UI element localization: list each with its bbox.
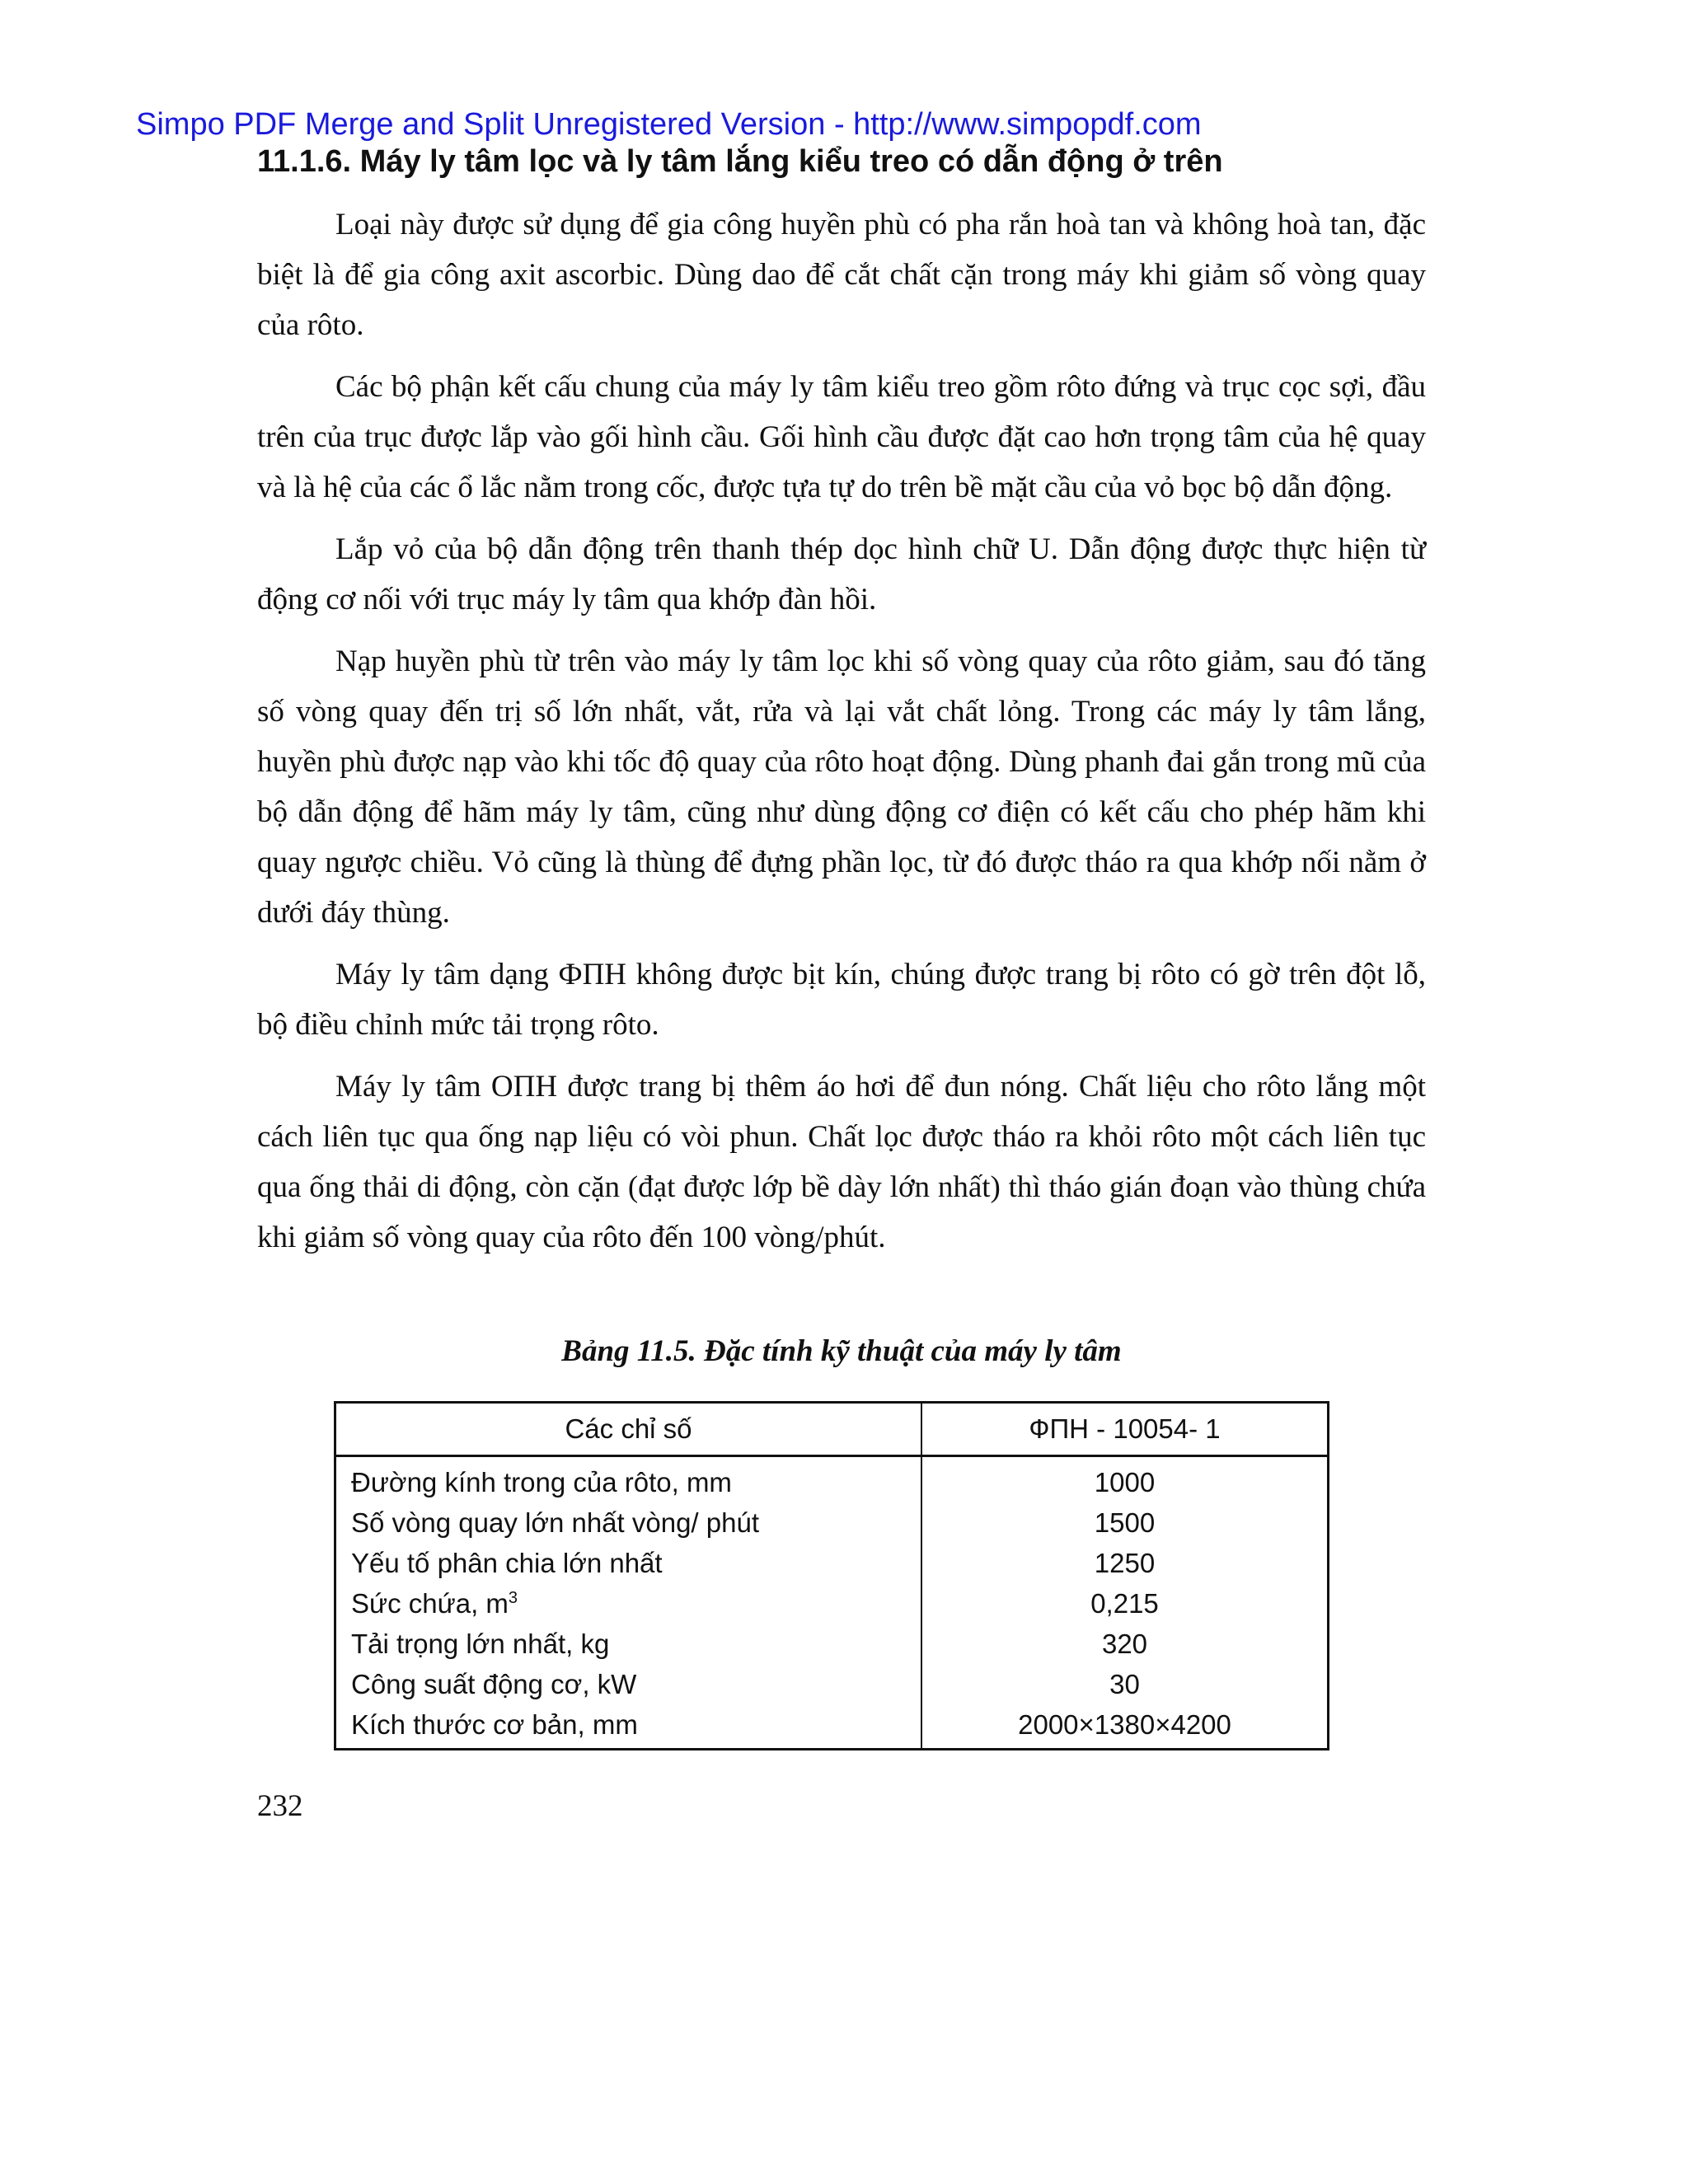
body-text: [257, 199, 1426, 1274]
row-value: 1250: [1094, 1547, 1156, 1578]
row-value: 30: [1109, 1668, 1140, 1699]
row-label: Số vòng quay lớn nhất vòng/ phút: [335, 1502, 922, 1543]
page-number: 232: [257, 1789, 303, 1823]
column-header: Các chỉ số: [335, 1403, 922, 1456]
row-value: 2000×1380×4200: [1018, 1708, 1231, 1740]
table-row: [335, 1543, 1329, 1583]
paragraph: Máy ly tâm ОПН được trang bị thêm áo hơi để đun nóng. Chất liệu cho rôto lắng một cách liên tục qua ống nạp liệu có vòi phun. Chất lọc được tháo ra khỏi rôto một cách liên tục qua ống thải di động, còn cặn (đạt được lớp bề dày lớn nhất) thì tháo gián đoạn vào thùng chứa khi giảm số vòng quay của rôto đến 100 vòng/phút.: [257, 1070, 1426, 1254]
table-row: [335, 1456, 1329, 1503]
table-row: [335, 1624, 1329, 1664]
table-header-row: [335, 1403, 1329, 1456]
table-caption: Bảng 11.5. Đặc tính kỹ thuật của máy ly tâm: [561, 1334, 1122, 1368]
row-value: 1500: [1094, 1507, 1156, 1538]
paragraph: Các bộ phận kết cấu chung của máy ly tâm kiểu treo gồm rôto đứng và trục cọc sợi, đầu trên của trục được lắp vào gối hình cầu. Gối hình cầu được đặt cao hơn trọng tâm của hệ quay và là hệ của các ổ lắc nằm trong cốc, được tựa tự do trên bề mặt cầu của vỏ bọc bộ dẫn động.: [257, 370, 1426, 504]
row-label-text: Sức chứa, m: [351, 1587, 509, 1619]
row-label: [335, 1583, 922, 1624]
table-row: [335, 1583, 1329, 1624]
row-label: Công suất động cơ, kW: [335, 1664, 922, 1704]
table-row: [335, 1664, 1329, 1704]
row-value: 1000: [1094, 1466, 1156, 1497]
watermark-text: Simpo PDF Merge and Split Unregistered Version - http://www.simpopdf.com: [136, 107, 1202, 142]
row-label: Tải trọng lớn nhất, kg: [335, 1624, 922, 1664]
row-value: 0,215: [1090, 1587, 1159, 1619]
paragraph: Lắp vỏ của bộ dẫn động trên thanh thép dọc hình chữ U. Dẫn động được thực hiện từ động cơ nối với trục máy ly tâm qua khớp đàn hồi.: [257, 532, 1426, 616]
row-label: Đường kính trong của rôto, mm: [335, 1456, 922, 1503]
spec-table: [334, 1401, 1329, 1750]
section-heading: 11.1.6. Máy ly tâm lọc và ly tâm lắng kiểu treo có dẫn động ở trên: [257, 144, 1223, 179]
table-row: [335, 1704, 1329, 1750]
row-label: Yếu tố phân chia lớn nhất: [335, 1543, 922, 1583]
paragraph: Loại này được sử dụng để gia công huyền phù có pha rắn hoà tan và không hoà tan, đặc biệt là để gia công axit ascorbic. Dùng dao để cắt chất cặn trong máy khi giảm số vòng quay của rôto.: [257, 208, 1426, 342]
column-header: ФПН - 10054- 1: [921, 1403, 1329, 1456]
paragraph: Nạp huyền phù từ trên vào máy ly tâm lọc khi số vòng quay của rôto giảm, sau đó tăng số vòng quay đến trị số lớn nhất, vắt, rửa và lại vắt chất lỏng. Trong các máy ly tâm lắng, huyền phù được nạp vào khi tốc độ quay của rôto hoạt động. Dùng phanh đai gắn trong mũ của bộ dẫn động để hãm máy ly tâm, cũng như dùng động cơ điện có kết cấu cho phép hãm khi quay ngược chiều. Vỏ cũng là thùng để đựng phần lọc, từ đó được tháo ra qua khớp nối nằm ở dưới đáy thùng.: [257, 644, 1426, 930]
paragraph: Máy ly tâm dạng ФПН không được bịt kín, chúng được trang bị rôto có gờ trên đột lỗ, bộ điều chỉnh mức tải trọng rôto.: [257, 958, 1426, 1042]
row-value: 320: [1101, 1628, 1148, 1659]
superscript: 3: [508, 1588, 518, 1607]
table-row: [335, 1502, 1329, 1543]
row-label: Kích thước cơ bản, mm: [335, 1704, 922, 1750]
